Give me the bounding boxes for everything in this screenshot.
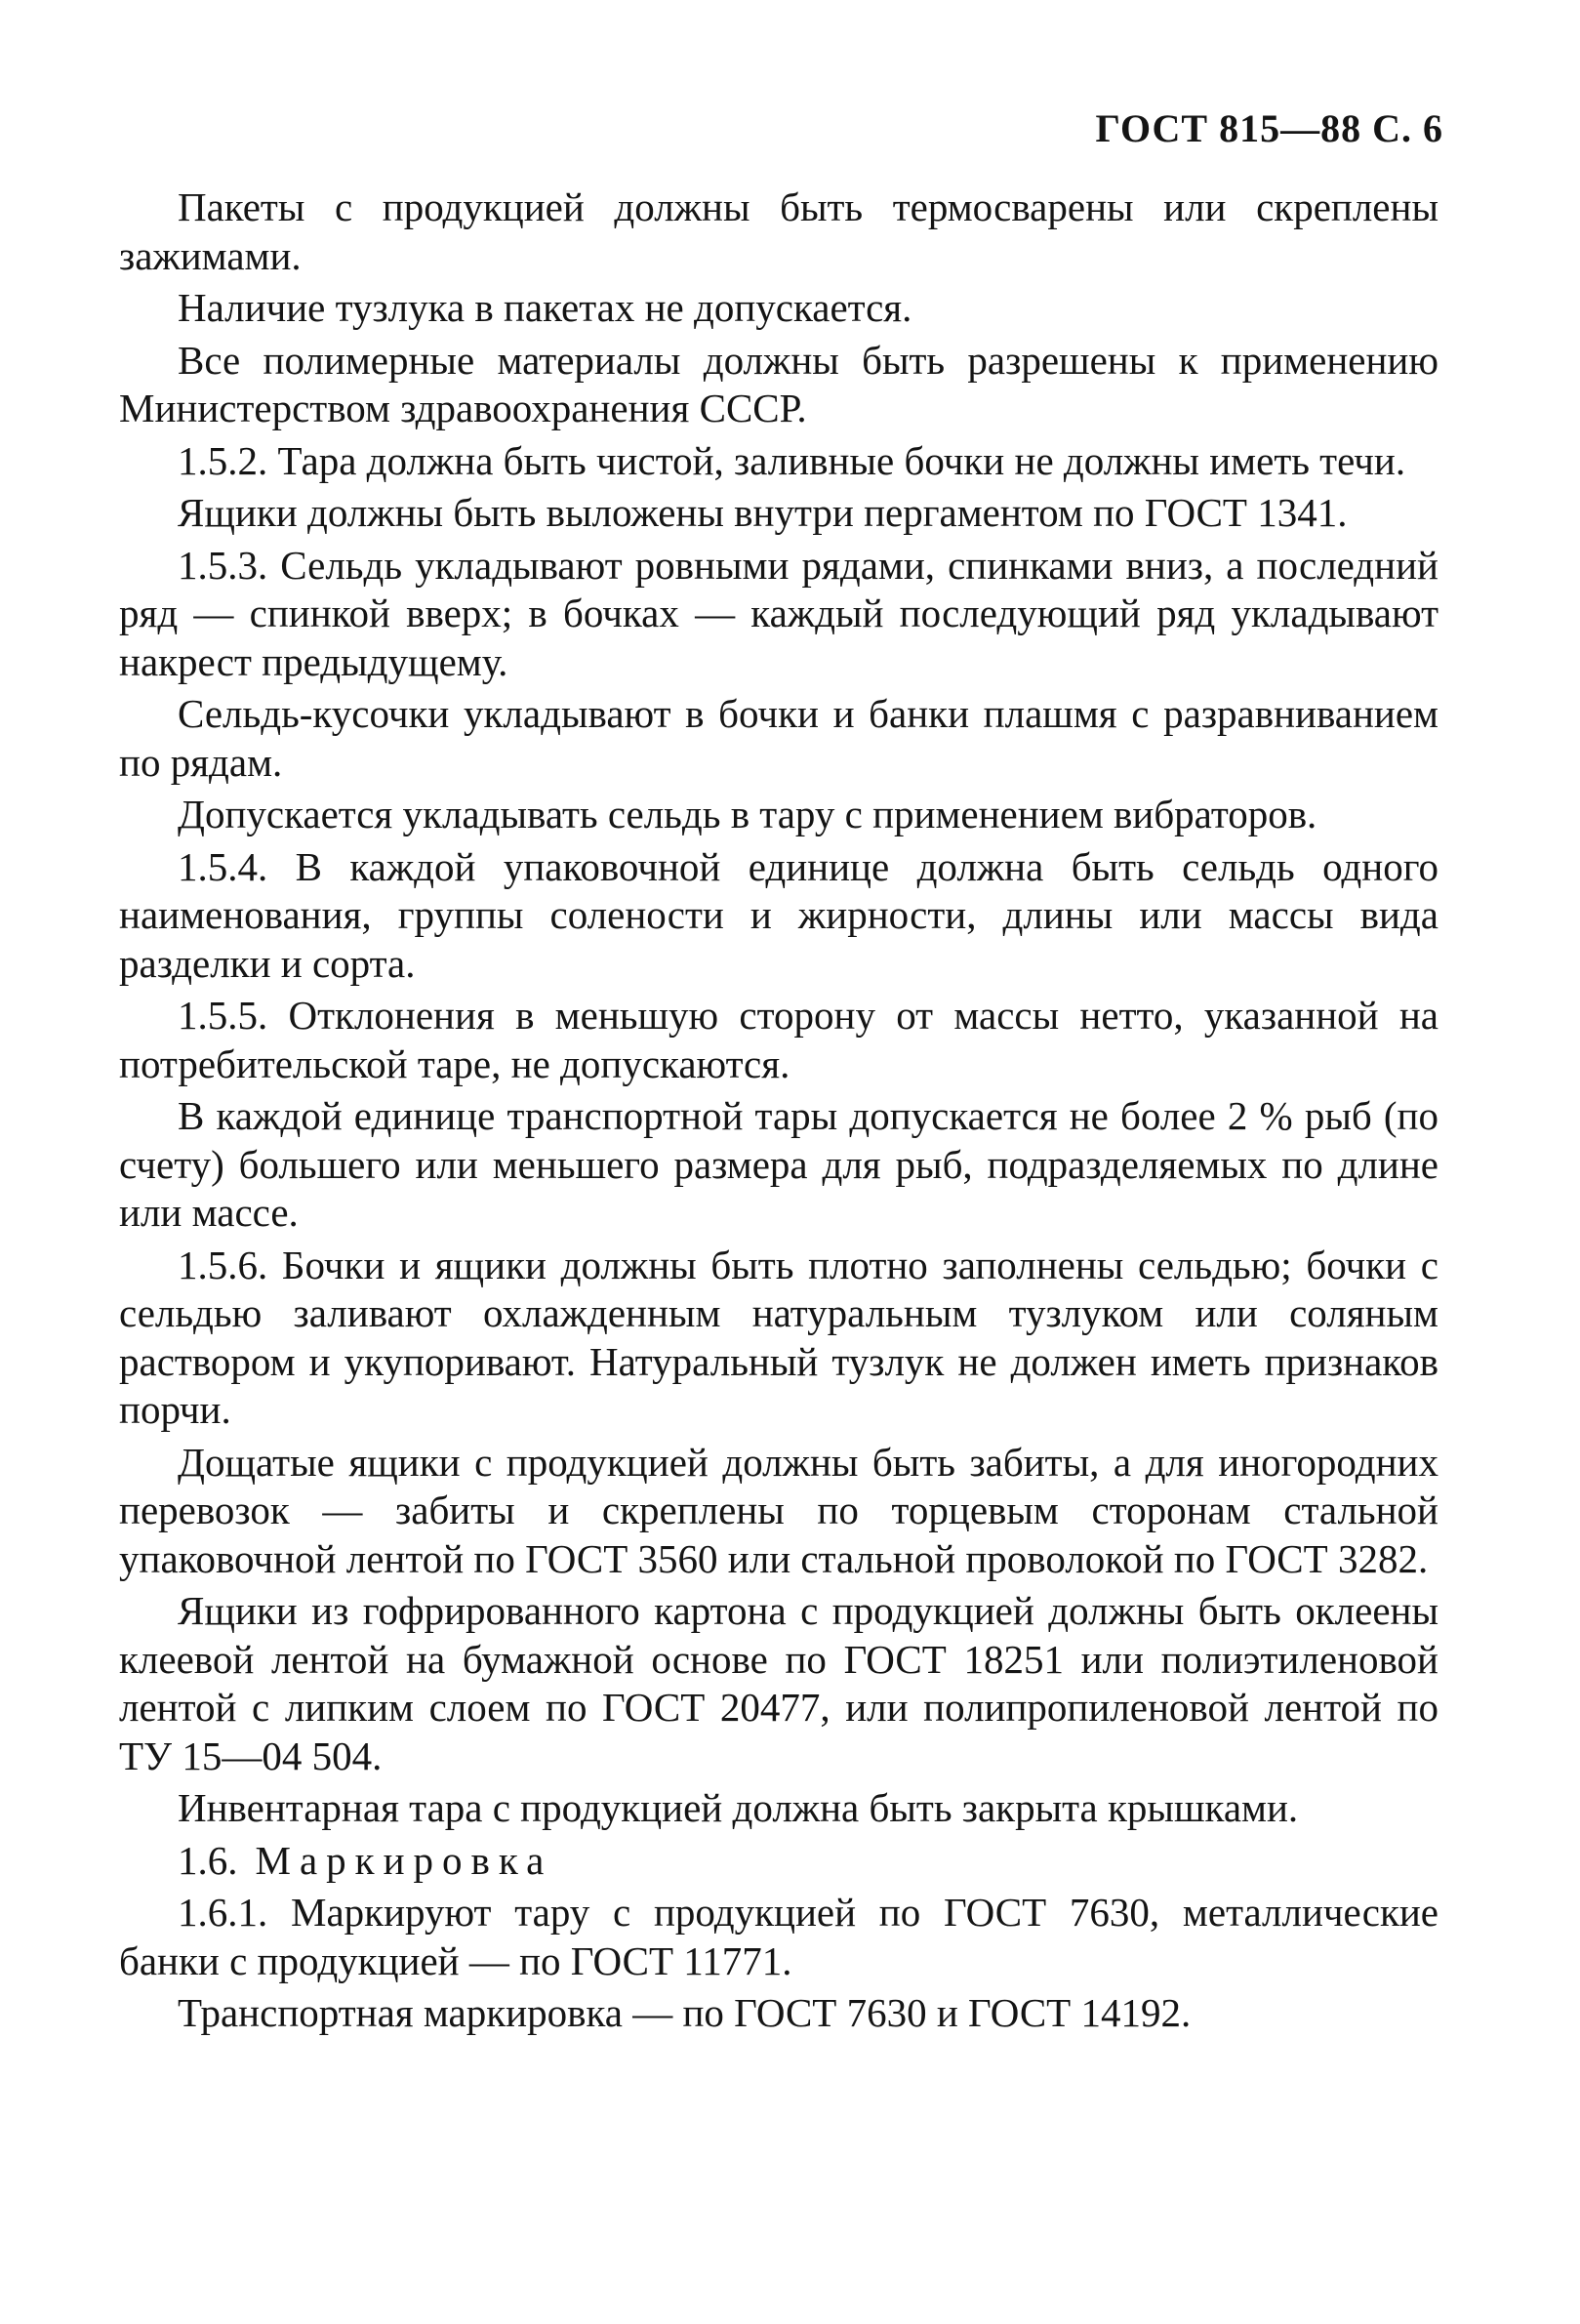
paragraph: Все полимерные материалы должны быть разрешены к применению Министерством здравоохранения СССР.	[119, 337, 1438, 430]
paragraph: Дощатые ящики с продукцией должны быть забиты, а для иногородних перевозок — забиты и скреплены по торцевым сторонам стальной упаковочной лентой по ГОСТ 3560 или стальной проволокой по ГОСТ 3282.	[119, 1439, 1438, 1581]
paragraph: 1.5.4. В каждой упаковочной единице должна быть сельдь одного наименования, группы солености и жирности, длины или массы вида разделки и сорта.	[119, 843, 1438, 986]
paragraph: 1.5.6. Бочки и ящики должны быть плотно заполнены сельдью; бочки с сельдью заливают охлажденным натуральным тузлуком или соляным раствором и укупоривают. Натуральный тузлук не должен иметь признаков порчи.	[119, 1242, 1438, 1432]
paragraph: Сельдь-кусочки укладывают в бочки и банки плашмя с разравниванием по рядам.	[119, 691, 1438, 785]
paragraph: Допускается укладывать сельдь в тару с применением вибраторов.	[178, 792, 1317, 836]
page-header: ГОСТ 815—88 С. 6	[1095, 106, 1443, 150]
section-title: Маркировка	[255, 1837, 553, 1883]
paragraph: Наличие тузлука в пакетах не допускается.	[178, 285, 912, 330]
body-text	[119, 183, 1438, 2042]
paragraph: 1.5.5. Отклонения в меньшую сторону от массы нетто, указанной на потребительской таре, не допускаются.	[119, 993, 1438, 1086]
section-number: 1.6.	[178, 1837, 238, 1883]
paragraph: Транспортная маркировка — по ГОСТ 7630 и ГОСТ 14192.	[178, 1990, 1192, 2035]
paragraph: Ящики из гофрированного картона с продукцией должны быть оклеены клеевой лентой на бумажной основе по ГОСТ 18251 или полиэтиленовой лентой с липким слоем по ГОСТ 20477, или полипропиленовой лентой по ТУ 15—04 504.	[119, 1588, 1438, 1778]
paragraph: Ящики должны быть выложены внутри пергаментом по ГОСТ 1341.	[178, 490, 1348, 535]
paragraph: 1.5.2. Тара должна быть чистой, заливные бочки не должны иметь течи.	[178, 437, 1406, 483]
paragraph: 1.5.3. Сельдь укладывают ровными рядами, спинками вниз, а последний ряд — спинкой вверх; в бочках — каждый последующий ряд укладывают накрест предыдущему.	[119, 542, 1438, 684]
paragraph: 1.6.1. Маркируют тару с продукцией по ГОСТ 7630, металлические банки с продукцией — по ГОСТ 11771.	[119, 1890, 1438, 1983]
paragraph: Инвентарная тара с продукцией должна быть закрыта крышками.	[178, 1785, 1299, 1830]
section-heading	[119, 1837, 1438, 1886]
paragraph: В каждой единице транспортной тары допускается не более 2 % рыб (по счету) большего или меньшего размера для рыб, подразделяемых по длине или массе.	[119, 1093, 1438, 1235]
paragraph: Пакеты с продукцией должны быть термосварены или скреплены зажимами.	[119, 184, 1438, 278]
